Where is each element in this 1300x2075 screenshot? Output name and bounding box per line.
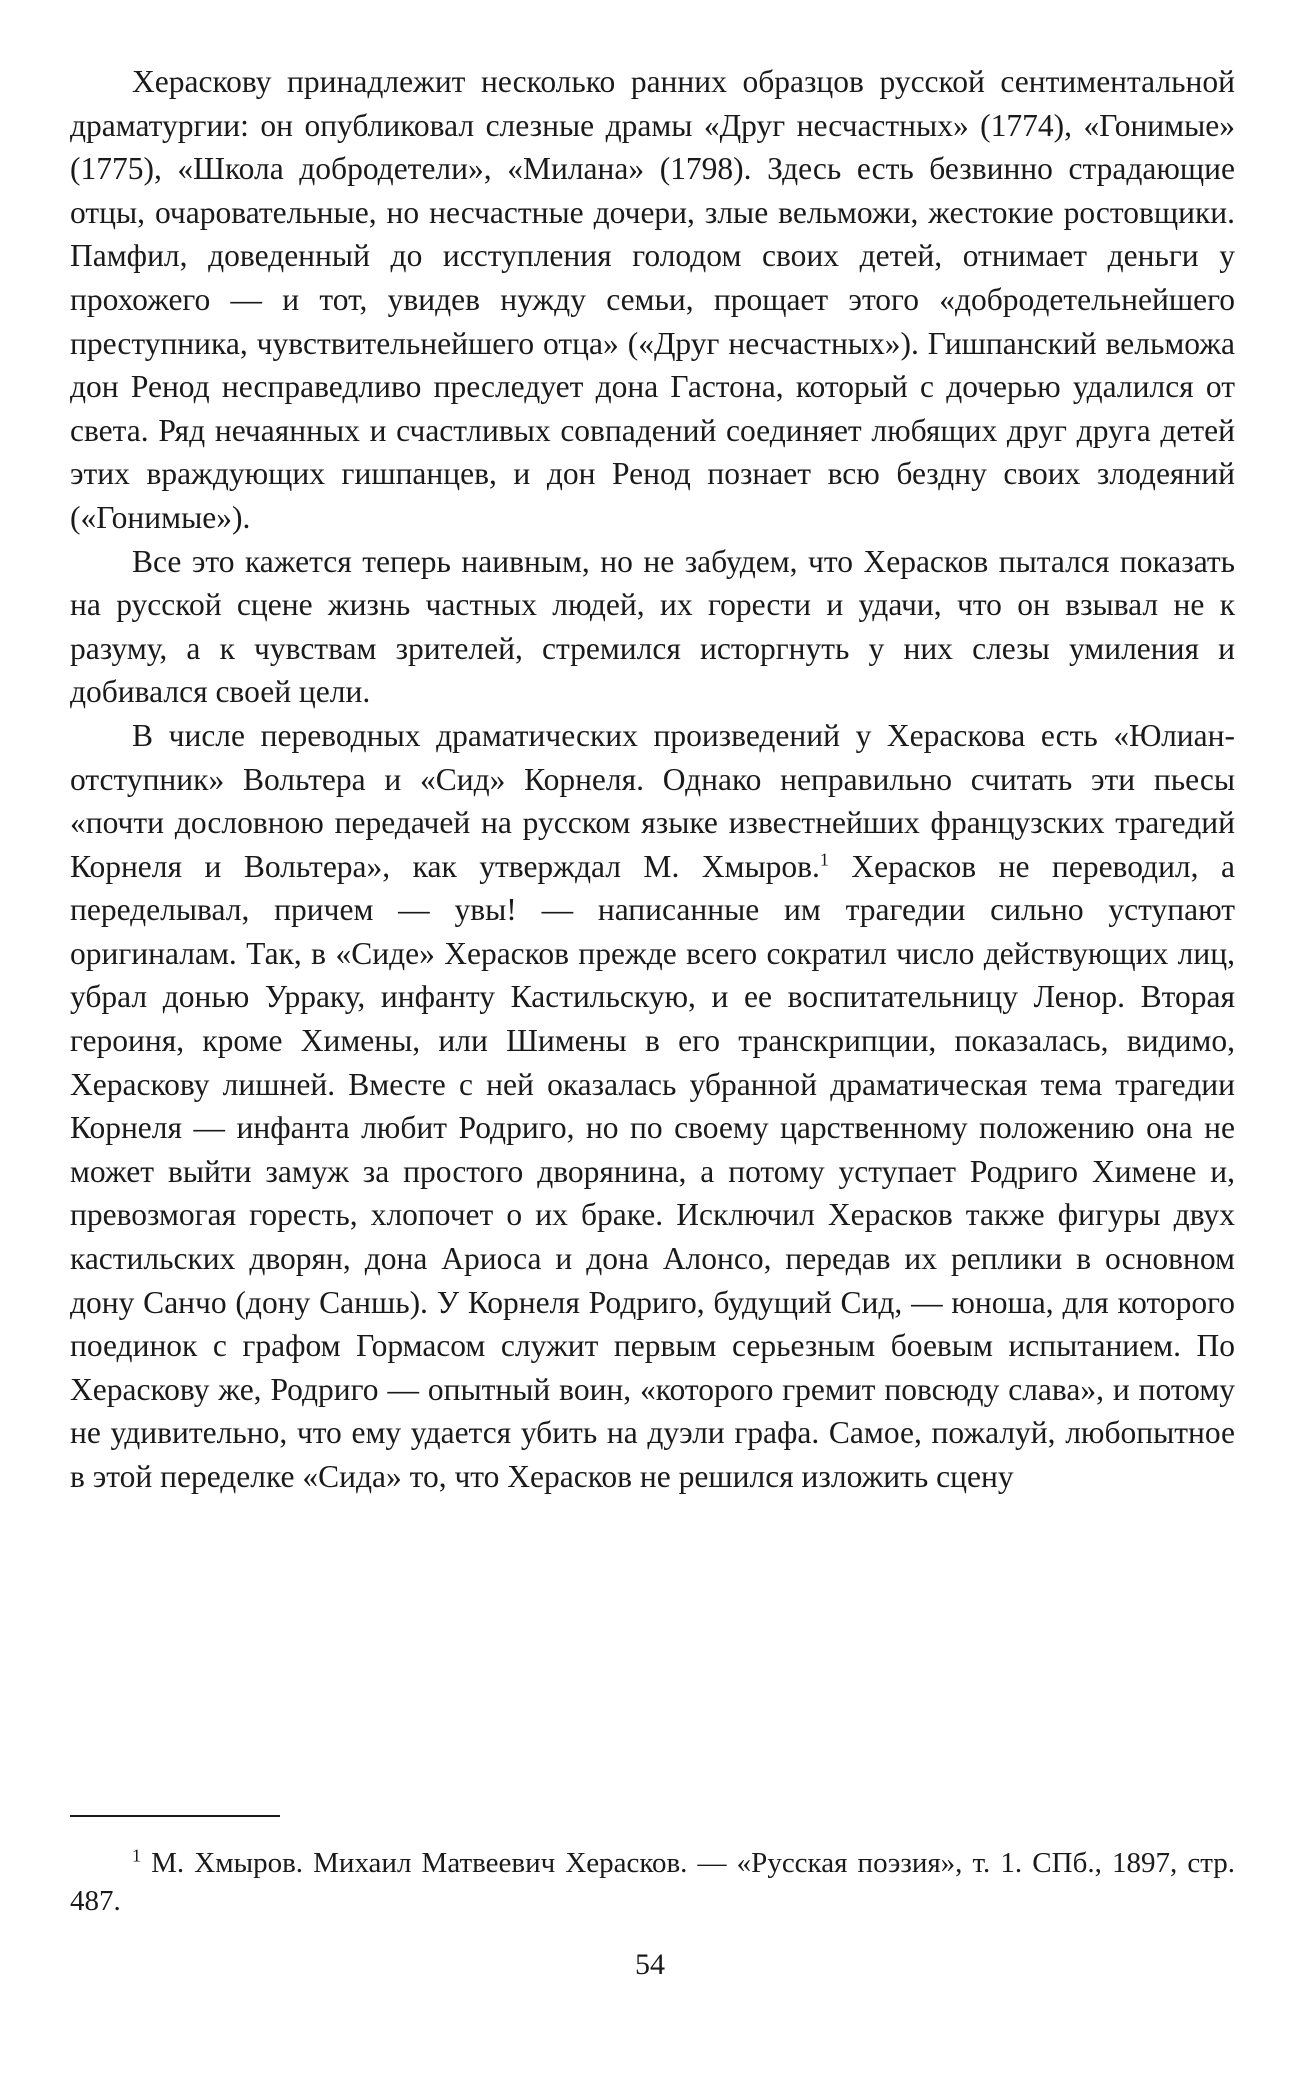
paragraph-2: Все это кажется теперь наивным, но не забудем, что Херасков пытался показать на русской сцене жизнь частных людей, их горести и удачи, что он взывал не к разуму, а к чувствам зрителей, стремился исторгнуть у них слезы умиления и добивался своей цели. [70,543,1235,710]
footnote-reference: 1 [819,849,829,870]
paragraph-3-rest: Херасков не переводил, а переделывал, причем — увы! — написанные им трагедии сильно уступают оригиналам. Так, в «Сиде» Херасков прежде всего сократил число действующих лиц, убрал донью Урраку, инфанту Кастильскую, и ее воспитательницу Ленор. Вторая героиня, кроме Химены, или Шимены в его транскрипции, показалась, видимо, Хераскову лишней. Вместе с ней оказалась убранной драматическая тема трагедии Корнеля — инфанта любит Родриго, но по своему царственному положению она не может выйти замуж за простого дворянина, а потому уступает Родриго Химене и, превозмогая горесть, хлопочет о их браке. Исключил Херасков также фигуры двух кастильских дворян, дона Ариоса и дона Алонсо, передав их реплики в основном дону Санчо (дону Саншь). У Корнеля Родриго, будущий Сид, — юноша, для которого поединок с графом Гормасом служит первым серьезным боевым испытанием. По Хераскову же, Родриго — опытный воин, «которого гремит повсюду слава», и потому не удивительно, что ему удается убить на дуэли графа. Самое, пожалуй, любопытное в этой переделке «Сида» то, что Херасков не решился изложить сцену [70,848,1235,1494]
main-text [70,60,1235,1499]
footnote-separator [70,1815,280,1817]
paragraph-3 [70,714,1235,1499]
footnote-marker: 1 [132,1845,141,1866]
paragraph-1: Хераскову принадлежит несколько ранних образцов русской сентиментальной драматургии: он опубликовал слезные драмы «Друг несчастных» (1774), «Гонимые» (1775), «Школа добродетели», «Милана» (1798). Здесь есть безвинно страдающие отцы, очаровательные, но несчастные дочери, злые вельможи, жестокие ростовщики. Памфил, доведенный до исступления голодом своих детей, отнимает деньги у прохожего — и тот, увидев нужду семьи, прощает этого «добродетельнейшего преступника, чувствительнейшего отца» («Друг несчастных»). Гишпанский вельможа дон Ренод несправедливо преследует дона Гастона, который с дочерью удалился от света. Ряд нечаянных и счастливых совпадений соединяет любящих друг друга детей этих враждующих гишпанцев, и дон Ренод познает всю бездну своих злодеяний («Гонимые»). [70,64,1235,535]
footnote-text: М. Хмыров. Михаил Матвеевич Херасков. — «Русская поэзия», т. 1. СПб., 1897, стр. 487. [70,1847,1235,1917]
paragraph-3-start: В числе переводных драматических произведений у Хераскова есть «Юлиан-отступник» Вольтера и «Сид» Корнеля. Однако неправильно считать эти пьесы «почти дословною передачей на русском языке известнейших французских трагедий Корнеля и Вольтера», как утверждал М. Хмыров. [70,717,1235,884]
page-number: 54 [635,1948,665,1981]
footnote [70,1844,1235,1920]
